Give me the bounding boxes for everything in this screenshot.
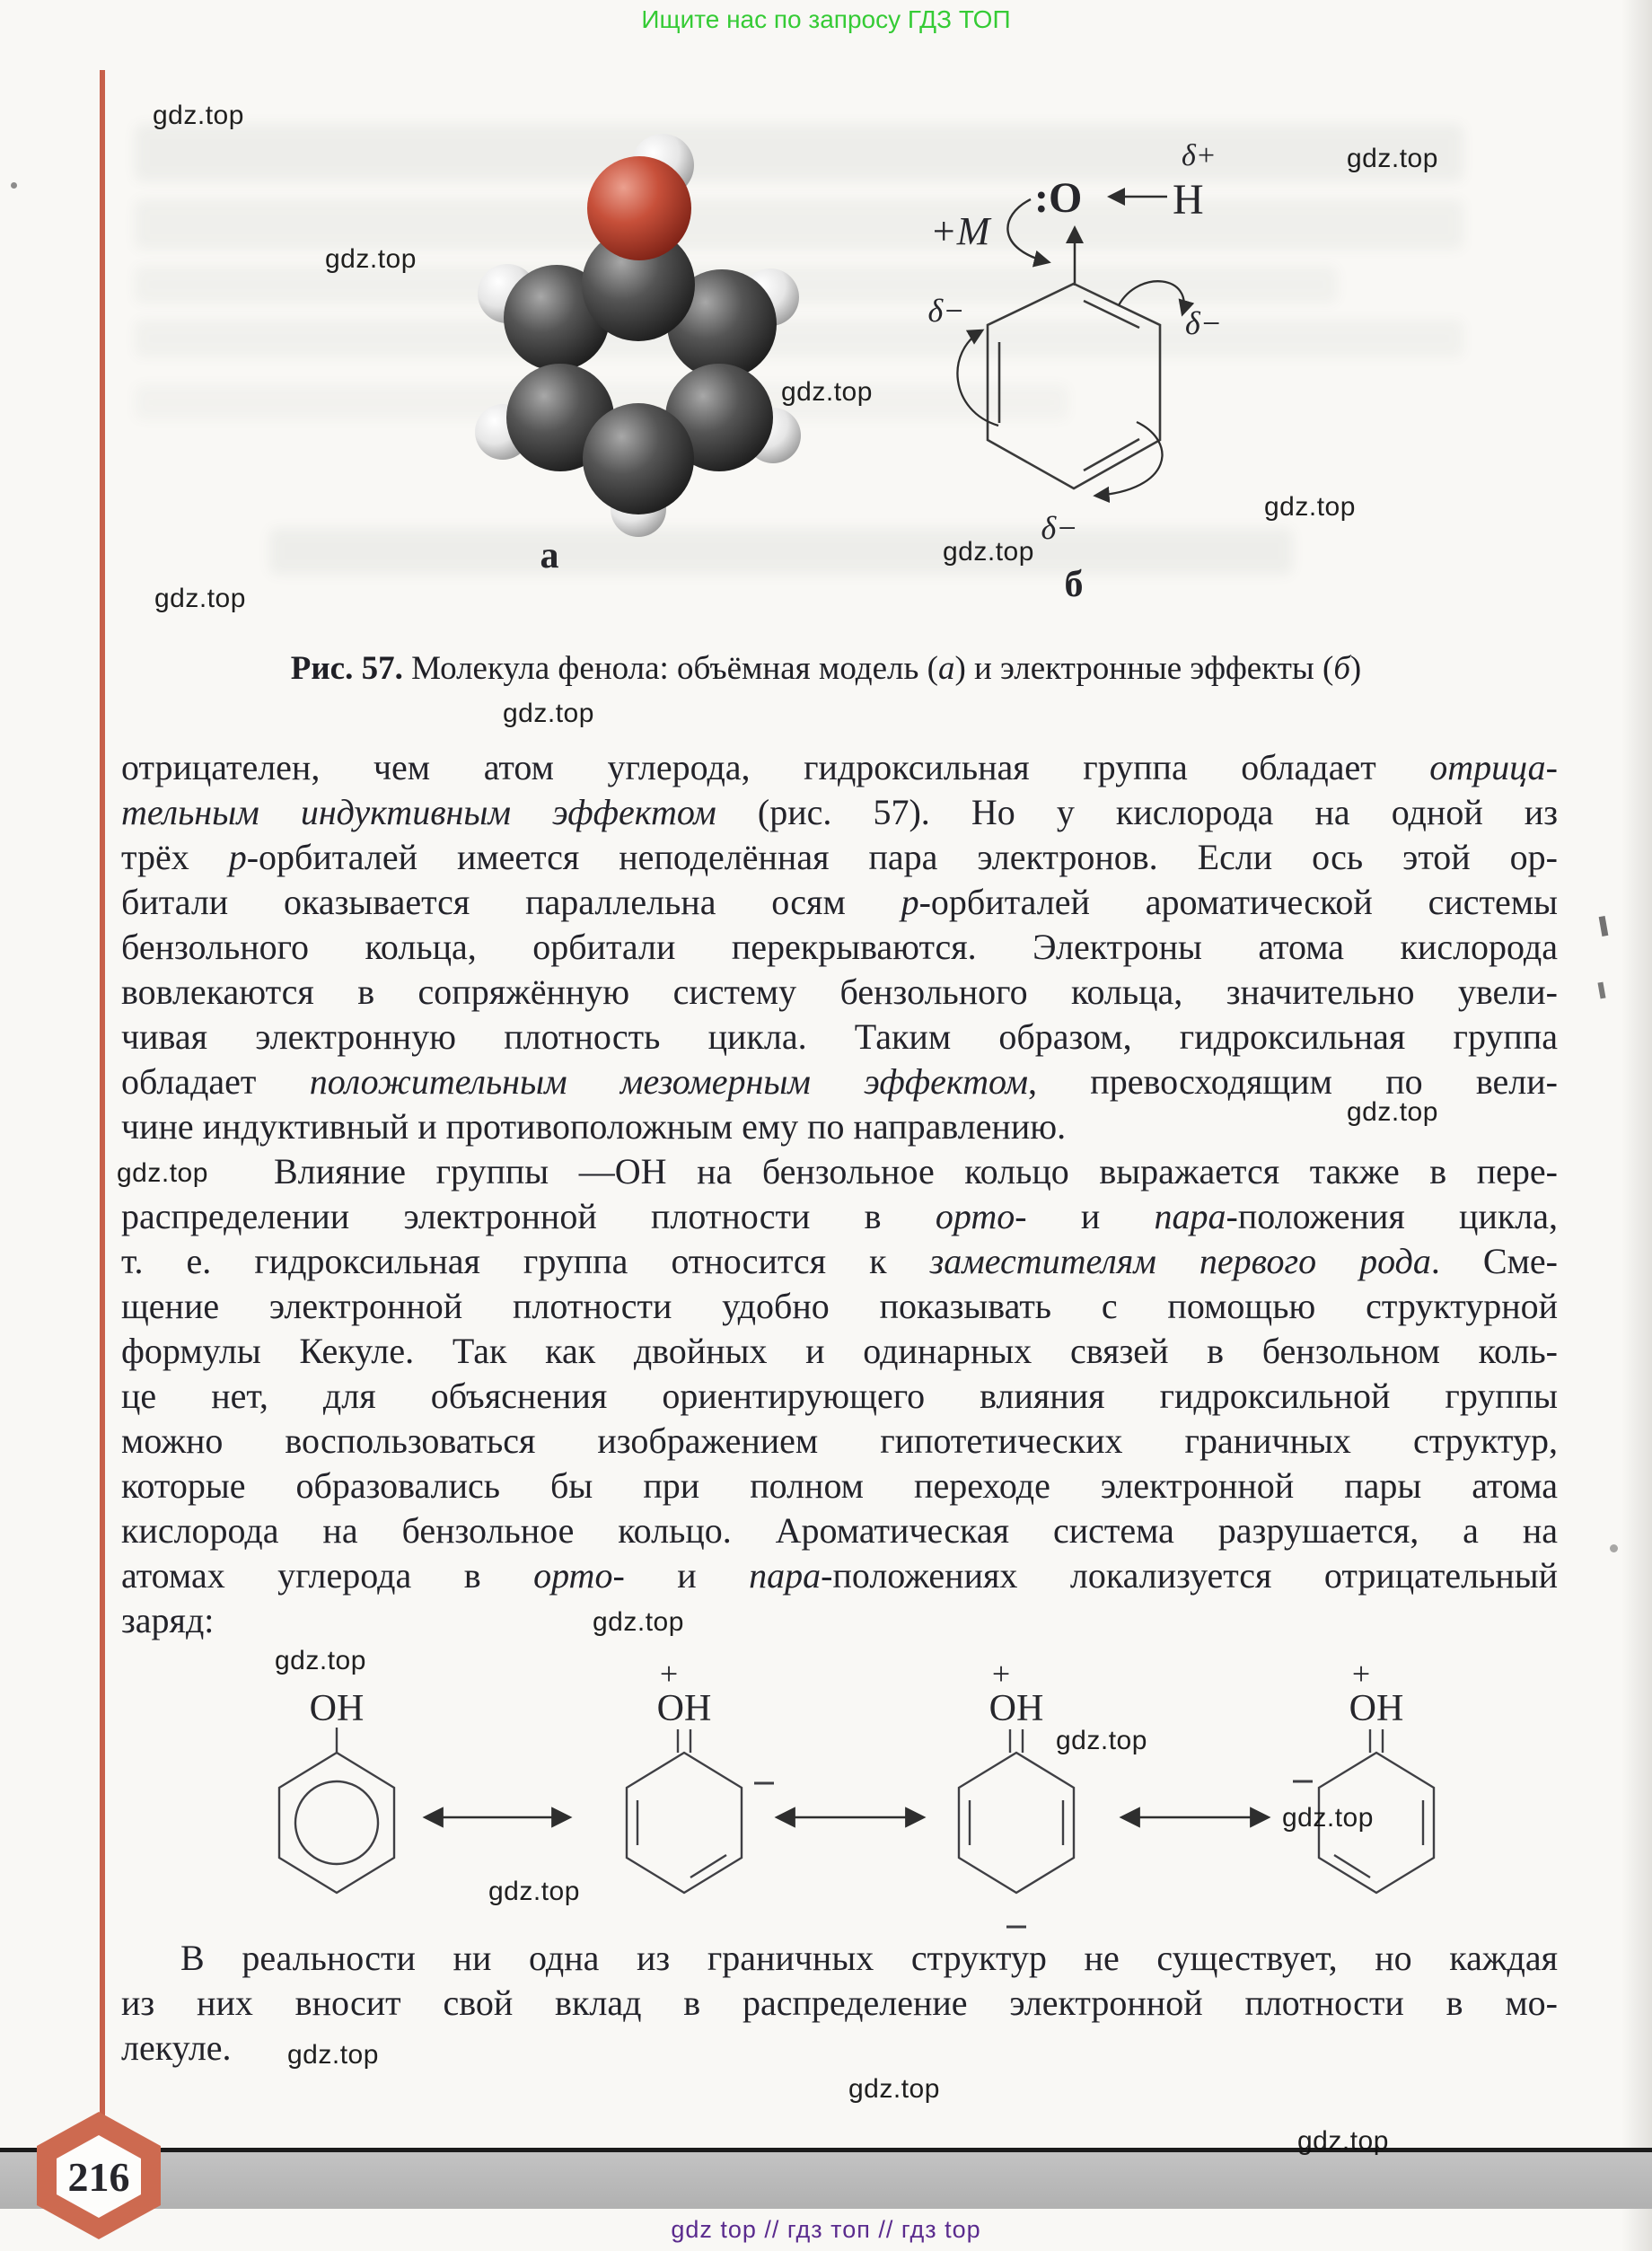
figure-label-a: а (540, 535, 559, 576)
delta-minus-label: δ− (1185, 305, 1223, 341)
delta-minus-label: δ− (927, 293, 965, 329)
body-line: кислорода на бензольное кольцо. Ароматическая система разрушается, а на (121, 1510, 1558, 1551)
double-bond (1084, 301, 1139, 328)
body-line: тельным индуктивным эффектом (рис. 57). Но у кислорода на одной из (121, 792, 1558, 832)
promo-header: Ищите нас по запросу ГДЗ ТОП (641, 5, 1011, 33)
body-line: распределении электронной плотности в орто- и пара-положения цикла, (121, 1196, 1558, 1236)
scan-artifact (1597, 982, 1605, 999)
body-line: битали оказывается параллельна осям р-орбиталей ароматической системы (121, 882, 1558, 922)
body-line: лекуле. (121, 2027, 232, 2068)
benzene-ring (988, 284, 1160, 488)
body-line: чине индуктивный и противоположным ему по направлению. (121, 1106, 1067, 1147)
watermark: gdz.top (325, 244, 417, 274)
plus-charge: + (659, 1656, 679, 1692)
body-line: вовлекаются в сопряжённую систему бензольного кольца, значительно увели- (121, 972, 1558, 1012)
body-line: щение электронной плотности удобно показывать с помощью структурной (121, 1286, 1558, 1326)
scan-artifact (1599, 916, 1609, 936)
plus-charge: + (1351, 1656, 1371, 1692)
oh-label: OH (309, 1688, 365, 1729)
scan-artifact (1610, 1544, 1618, 1552)
body-line: т. е. гидроксильная группа относится к заместителям первого рода. Сме- (121, 1241, 1558, 1281)
plus-charge: + (991, 1656, 1011, 1692)
delta-minus-label: δ− (1041, 510, 1078, 546)
watermark: gdz.top (1264, 492, 1356, 522)
resonance-structure-para (959, 1656, 1074, 1927)
figure-caption: Рис. 57. Молекула фенола: объёмная модель (а) и электронные эффекты (б) (290, 650, 1362, 687)
oh-label: OH (989, 1688, 1044, 1729)
page-number: 216 (67, 2154, 130, 2200)
resonance-structures (215, 1643, 1526, 1939)
watermark: gdz.top (781, 377, 873, 407)
hydrogen-label: H (1173, 176, 1204, 224)
watermark: gdz.top (593, 1607, 684, 1637)
watermark: gdz.top (275, 1646, 366, 1675)
watermark: gdz.top (503, 699, 594, 728)
oxygen-atom (587, 156, 691, 260)
body-line: обладает положительным мезомерным эффектом, превосходящим по вели- (121, 1061, 1558, 1102)
double-bond (1084, 439, 1139, 470)
watermark: gdz.top (154, 584, 246, 613)
body-line: которые образовались бы при полном переходе электронной пары атома (121, 1465, 1558, 1506)
body-text-block (121, 745, 1558, 1643)
oh-label: OH (1349, 1688, 1404, 1729)
body-line: формулы Кекуле. Так как двойных и одинарных связей в бензольном коль- (121, 1331, 1558, 1371)
watermark: gdz.top (1297, 2126, 1389, 2156)
body-line: из них вносит свой вклад в распределение электронной плотности в мо- (121, 1983, 1558, 2023)
oh-label: OH (656, 1688, 712, 1729)
oxygen-lone-pair-label: :O (1034, 174, 1083, 222)
promo-footer: gdz top // гдз топ // гдз top (671, 2216, 981, 2243)
mesomeric-effect-label: +M (930, 209, 990, 253)
resonance-structure-ortho-left (1293, 1656, 1434, 1893)
spine-line (100, 70, 105, 2148)
delta-plus-label: δ+ (1182, 139, 1217, 172)
watermark: gdz.top (287, 2040, 379, 2070)
bottom-gray-band (0, 2152, 1652, 2209)
resonance-structure-ortho (627, 1656, 774, 1893)
body-line: трёх р-орбиталей имеется неподелённая пара электронов. Если ось этой ор- (121, 837, 1558, 877)
body-line: отрицателен, чем атом углерода, гидроксильная группа обладает отрица- (121, 747, 1558, 787)
watermark: gdz.top (848, 2074, 940, 2104)
scan-artifact (11, 182, 17, 189)
carbon-atom (583, 403, 694, 514)
watermark: gdz.top (488, 1877, 580, 1906)
watermark: gdz.top (1347, 144, 1438, 173)
body-line: можно воспользоваться изображением гипотетических граничных структур, (121, 1420, 1558, 1461)
body-line: атомах углерода в орто- и пара-положениях локализуется отрицательный (121, 1555, 1558, 1596)
resonance-structure-phenol (279, 1688, 394, 1893)
phenol-space-filling-model (431, 108, 862, 611)
watermark: gdz.top (117, 1158, 208, 1188)
body-line: Влияние группы —ОН на бензольное кольцо выражается также в пере- (274, 1151, 1558, 1191)
body-line: це нет, для объяснения ориентирующего влияния гидроксильной группы (121, 1376, 1558, 1416)
watermark: gdz.top (1056, 1726, 1147, 1755)
figure-label-b: б (1064, 564, 1084, 605)
watermark: gdz.top (1282, 1803, 1374, 1833)
watermark: gdz.top (153, 101, 244, 130)
body-line: В реальности ни одна из граничных структур не существует, но каждая (180, 1938, 1558, 1978)
body-line: заряд: (121, 1600, 215, 1640)
body-line: чивая электронную плотность цикла. Таким образом, гидроксильная группа (121, 1016, 1558, 1057)
body-line: бензольного кольца, орбитали перекрываются. Электроны атома кислорода (121, 927, 1558, 967)
watermark: gdz.top (1347, 1097, 1438, 1127)
page-edge-shadow (1621, 0, 1652, 2251)
electron-shift-arrow-ortho-left (957, 330, 998, 426)
watermark: gdz.top (943, 537, 1034, 567)
